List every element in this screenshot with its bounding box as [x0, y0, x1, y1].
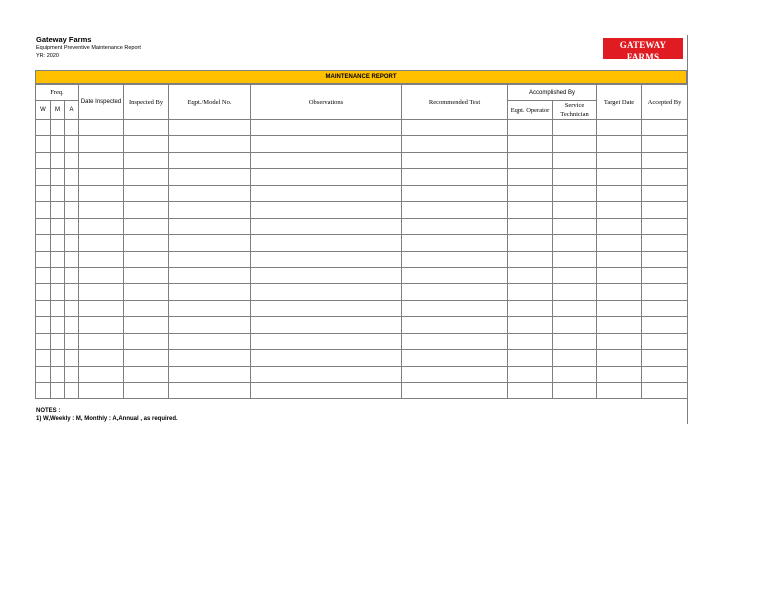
table-cell[interactable] [508, 366, 553, 382]
table-row [36, 300, 688, 316]
table-cell[interactable] [169, 251, 251, 267]
notes-line-1: 1) W,Weekly : M, Monthly : A,Annual , as required. [36, 416, 178, 422]
table-cell[interactable] [169, 235, 251, 251]
table-cell[interactable] [402, 152, 508, 168]
table-cell[interactable] [51, 185, 65, 201]
table-row [36, 284, 688, 300]
table-cell[interactable] [402, 235, 508, 251]
logo-name: GATEWAY FARMS [619, 40, 667, 62]
table-cell[interactable] [79, 120, 124, 136]
table-cell[interactable] [642, 169, 688, 185]
table-cell[interactable] [508, 120, 553, 136]
table-cell[interactable] [36, 317, 51, 333]
table-cell[interactable] [642, 251, 688, 267]
table-row [36, 317, 688, 333]
table-cell[interactable] [79, 202, 124, 218]
table-cell[interactable] [124, 169, 169, 185]
table-cell[interactable] [51, 251, 65, 267]
table-cell[interactable] [65, 185, 79, 201]
table-cell[interactable] [36, 251, 51, 267]
table-cell[interactable] [36, 366, 51, 382]
maintenance-table [35, 84, 688, 399]
table-cell[interactable] [642, 383, 688, 399]
table-row [36, 152, 688, 168]
table-cell[interactable] [642, 350, 688, 366]
table-cell[interactable] [124, 120, 169, 136]
table-row [36, 366, 688, 382]
table-cell[interactable] [51, 300, 65, 316]
notes-section [36, 407, 178, 423]
table-cell[interactable] [251, 235, 402, 251]
table-cell[interactable] [597, 120, 642, 136]
table-cell[interactable] [553, 350, 597, 366]
table-cell[interactable] [36, 136, 51, 152]
table-cell[interactable] [402, 366, 508, 382]
table-row [36, 218, 688, 234]
table-row [36, 169, 688, 185]
table-cell[interactable] [79, 366, 124, 382]
table-cell[interactable] [51, 350, 65, 366]
table-cell[interactable] [169, 350, 251, 366]
table-cell[interactable] [36, 152, 51, 168]
table-cell[interactable] [169, 267, 251, 283]
table-cell[interactable] [79, 317, 124, 333]
notes-title: NOTES : [36, 408, 61, 414]
table-cell[interactable] [402, 251, 508, 267]
table-cell[interactable] [36, 218, 51, 234]
table-cell[interactable] [402, 383, 508, 399]
table-cell[interactable] [597, 202, 642, 218]
table-cell[interactable] [553, 267, 597, 283]
table-cell[interactable] [251, 202, 402, 218]
table-cell[interactable] [65, 267, 79, 283]
table-cell[interactable] [642, 185, 688, 201]
header-inspected-by: Inspected By [124, 85, 169, 120]
table-cell[interactable] [79, 251, 124, 267]
table-cell[interactable] [642, 120, 688, 136]
table-cell[interactable] [597, 300, 642, 316]
table-cell[interactable] [65, 366, 79, 382]
table-cell[interactable] [65, 202, 79, 218]
table-cell[interactable] [642, 218, 688, 234]
table-cell[interactable] [251, 284, 402, 300]
report-year: YR: 2020 [36, 52, 59, 59]
table-cell[interactable] [51, 366, 65, 382]
table-cell[interactable] [51, 218, 65, 234]
table-cell[interactable] [169, 383, 251, 399]
table-cell[interactable] [65, 350, 79, 366]
table-cell[interactable] [79, 169, 124, 185]
table-cell[interactable] [508, 251, 553, 267]
table-cell[interactable] [169, 284, 251, 300]
table-cell[interactable] [51, 267, 65, 283]
table-cell[interactable] [124, 284, 169, 300]
table-cell[interactable] [597, 284, 642, 300]
header-target-date: Target Date [597, 85, 642, 120]
table-cell[interactable] [642, 136, 688, 152]
table-cell[interactable] [36, 383, 51, 399]
table-cell[interactable] [79, 267, 124, 283]
table-cell[interactable] [169, 202, 251, 218]
table-cell[interactable] [124, 235, 169, 251]
table-cell[interactable] [124, 185, 169, 201]
table-row [36, 350, 688, 366]
table-cell[interactable] [65, 169, 79, 185]
table-cell[interactable] [36, 284, 51, 300]
table-row [36, 136, 688, 152]
table-cell[interactable] [597, 169, 642, 185]
table-cell[interactable] [251, 267, 402, 283]
table-cell[interactable] [597, 350, 642, 366]
table-cell[interactable] [642, 284, 688, 300]
header-accomplished-by: Accomplished By [508, 85, 597, 101]
table-row [36, 383, 688, 399]
table-cell[interactable] [402, 136, 508, 152]
table-cell[interactable] [402, 317, 508, 333]
table-cell[interactable] [124, 202, 169, 218]
table-cell[interactable] [642, 333, 688, 349]
table-row [36, 235, 688, 251]
table-cell[interactable] [65, 333, 79, 349]
table-cell[interactable] [169, 152, 251, 168]
table-cell[interactable] [597, 136, 642, 152]
table-cell[interactable] [251, 251, 402, 267]
table-cell[interactable] [597, 251, 642, 267]
table-cell[interactable] [508, 235, 553, 251]
table-cell[interactable] [36, 169, 51, 185]
header-date-inspected: Date Inspected [79, 85, 124, 120]
table-cell[interactable] [79, 185, 124, 201]
table-cell[interactable] [508, 169, 553, 185]
table-cell[interactable] [65, 152, 79, 168]
header-observations: Observations [251, 85, 402, 120]
table-cell[interactable] [51, 152, 65, 168]
table-cell[interactable] [251, 350, 402, 366]
table-cell[interactable] [124, 350, 169, 366]
table-row [36, 267, 688, 283]
table-cell[interactable] [597, 333, 642, 349]
table-cell[interactable] [642, 366, 688, 382]
table-cell[interactable] [553, 383, 597, 399]
table-cell[interactable] [36, 300, 51, 316]
table-cell[interactable] [597, 185, 642, 201]
header-freq-monthly: M [51, 101, 65, 120]
table-cell[interactable] [124, 152, 169, 168]
table-row [36, 251, 688, 267]
table-cell[interactable] [79, 284, 124, 300]
table-cell[interactable] [169, 120, 251, 136]
table-cell[interactable] [402, 185, 508, 201]
table-cell[interactable] [65, 235, 79, 251]
table-row [36, 202, 688, 218]
table-cell[interactable] [169, 366, 251, 382]
logo-tagline: Chicken Dressing Plant [611, 63, 675, 68]
table-cell[interactable] [169, 218, 251, 234]
table-cell[interactable] [251, 300, 402, 316]
header-freq: Freq. [36, 85, 79, 101]
table-cell[interactable] [553, 202, 597, 218]
table-cell[interactable] [36, 267, 51, 283]
table-cell[interactable] [553, 136, 597, 152]
table-cell[interactable] [124, 333, 169, 349]
table-cell[interactable] [402, 333, 508, 349]
table-cell[interactable] [79, 152, 124, 168]
table-cell[interactable] [251, 152, 402, 168]
table-cell[interactable] [508, 152, 553, 168]
maintenance-report-band: MAINTENANCE REPORT [35, 70, 687, 84]
company-name: Gateway Farms [36, 35, 92, 44]
table-cell[interactable] [79, 235, 124, 251]
table-cell[interactable] [51, 317, 65, 333]
table-cell[interactable] [642, 300, 688, 316]
table-cell[interactable] [402, 267, 508, 283]
table-cell[interactable] [65, 383, 79, 399]
table-cell[interactable] [169, 169, 251, 185]
table-cell[interactable] [508, 267, 553, 283]
table-row [36, 333, 688, 349]
table-cell[interactable] [51, 120, 65, 136]
table-cell[interactable] [79, 383, 124, 399]
header-accepted-by: Accepted By [642, 85, 688, 120]
table-cell[interactable] [251, 120, 402, 136]
table-row [36, 185, 688, 201]
table-cell[interactable] [508, 333, 553, 349]
table-cell[interactable] [508, 202, 553, 218]
table-cell[interactable] [553, 366, 597, 382]
header-recommended-test: Recommended Test [402, 85, 508, 120]
table-cell[interactable] [402, 202, 508, 218]
table-cell[interactable] [79, 350, 124, 366]
table-cell[interactable] [169, 333, 251, 349]
table-cell[interactable] [124, 383, 169, 399]
table-cell[interactable] [36, 235, 51, 251]
table-cell[interactable] [553, 317, 597, 333]
table-cell[interactable] [79, 333, 124, 349]
table-cell[interactable] [553, 284, 597, 300]
table-cell[interactable] [508, 350, 553, 366]
table-cell[interactable] [36, 333, 51, 349]
table-cell[interactable] [402, 218, 508, 234]
table-cell[interactable] [553, 120, 597, 136]
table-cell[interactable] [402, 120, 508, 136]
table-cell[interactable] [36, 185, 51, 201]
table-cell[interactable] [65, 136, 79, 152]
table-cell[interactable] [508, 185, 553, 201]
table-cell[interactable] [508, 218, 553, 234]
table-cell[interactable] [36, 120, 51, 136]
table-cell[interactable] [51, 333, 65, 349]
table-cell[interactable] [251, 136, 402, 152]
table-cell[interactable] [169, 136, 251, 152]
table-cell[interactable] [124, 300, 169, 316]
table-cell[interactable] [508, 284, 553, 300]
table-cell[interactable] [553, 152, 597, 168]
table-cell[interactable] [402, 284, 508, 300]
table-cell[interactable] [508, 317, 553, 333]
table-cell[interactable] [597, 317, 642, 333]
table-cell[interactable] [65, 284, 79, 300]
table-cell[interactable] [642, 202, 688, 218]
table-cell[interactable] [124, 136, 169, 152]
table-cell[interactable] [169, 300, 251, 316]
table-cell[interactable] [597, 235, 642, 251]
header-service-technician: Service Technician [553, 101, 597, 120]
table-cell[interactable] [251, 317, 402, 333]
table-cell[interactable] [508, 136, 553, 152]
table-cell[interactable] [51, 202, 65, 218]
table-cell[interactable] [251, 366, 402, 382]
header-freq-annual: A [65, 101, 79, 120]
table-cell[interactable] [251, 218, 402, 234]
table-cell[interactable] [553, 333, 597, 349]
table-cell[interactable] [251, 185, 402, 201]
table-cell[interactable] [124, 317, 169, 333]
table-cell[interactable] [553, 251, 597, 267]
table-cell[interactable] [51, 169, 65, 185]
table-cell[interactable] [124, 267, 169, 283]
gateway-farms-logo [603, 38, 683, 68]
table-cell[interactable] [51, 284, 65, 300]
header-eqpt-model: Eqpt./Model No. [169, 85, 251, 120]
table-cell[interactable] [51, 136, 65, 152]
table-cell[interactable] [553, 218, 597, 234]
table-cell[interactable] [251, 383, 402, 399]
table-cell[interactable] [36, 350, 51, 366]
table-cell[interactable] [51, 235, 65, 251]
table-cell[interactable] [597, 383, 642, 399]
table-cell[interactable] [65, 251, 79, 267]
table-cell[interactable] [642, 317, 688, 333]
table-cell[interactable] [642, 267, 688, 283]
table-row [36, 120, 688, 136]
table-cell[interactable] [169, 185, 251, 201]
table-cell[interactable] [597, 218, 642, 234]
table-cell[interactable] [65, 120, 79, 136]
header-freq-weekly: W [36, 101, 51, 120]
table-cell[interactable] [597, 152, 642, 168]
table-cell[interactable] [51, 383, 65, 399]
header-eqpt-operator: Eqpt. Operator [508, 101, 553, 120]
table-cell[interactable] [597, 366, 642, 382]
table-cell[interactable] [65, 317, 79, 333]
table-cell[interactable] [124, 366, 169, 382]
table-cell[interactable] [553, 169, 597, 185]
table-cell[interactable] [79, 136, 124, 152]
table-cell[interactable] [553, 185, 597, 201]
table-cell[interactable] [124, 218, 169, 234]
table-cell[interactable] [251, 333, 402, 349]
table-cell[interactable] [553, 235, 597, 251]
table-cell[interactable] [402, 300, 508, 316]
table-cell[interactable] [402, 350, 508, 366]
table-cell[interactable] [36, 202, 51, 218]
table-cell[interactable] [508, 300, 553, 316]
table-cell[interactable] [553, 300, 597, 316]
table-cell[interactable] [65, 300, 79, 316]
table-cell[interactable] [65, 218, 79, 234]
table-cell[interactable] [79, 218, 124, 234]
document-header [36, 35, 141, 60]
table-cell[interactable] [124, 251, 169, 267]
report-name: Equipment Preventive Maintenance Report [36, 45, 141, 51]
table-cell[interactable] [508, 383, 553, 399]
table-cell[interactable] [642, 152, 688, 168]
table-cell[interactable] [402, 169, 508, 185]
table-cell[interactable] [642, 235, 688, 251]
table-cell[interactable] [169, 317, 251, 333]
table-cell[interactable] [79, 300, 124, 316]
table-cell[interactable] [251, 169, 402, 185]
table-cell[interactable] [597, 267, 642, 283]
